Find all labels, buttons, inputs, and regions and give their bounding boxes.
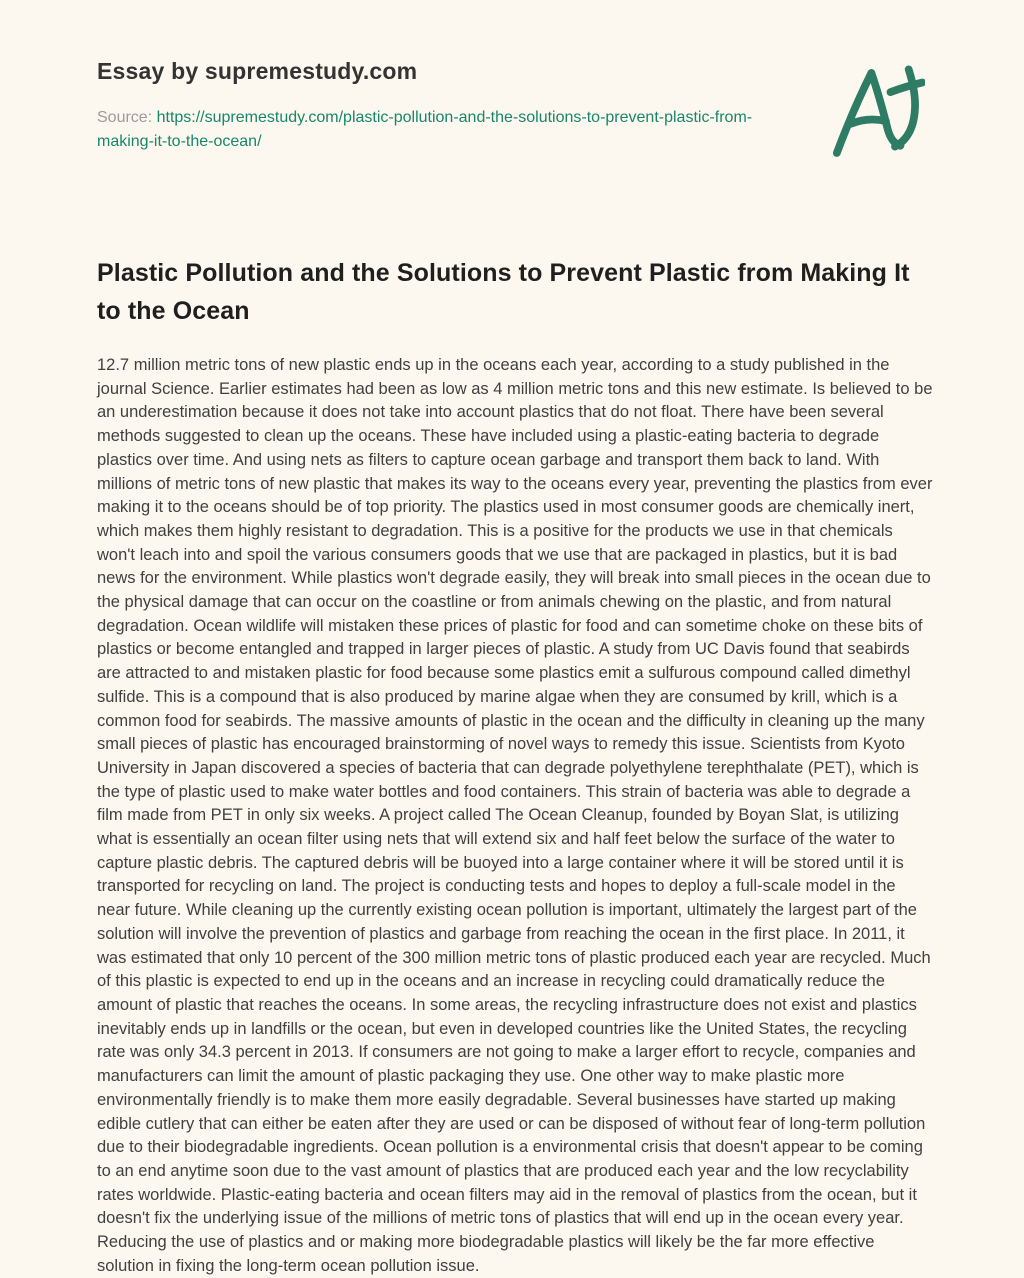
essay-title: Plastic Pollution and the Solutions to Prevent Plastic from Making It to the Ocean (97, 259, 910, 325)
site-header-title: Essay by supremestudy.com (97, 58, 418, 84)
a-plus-logo-icon (825, 62, 925, 164)
source-url-link[interactable]: https://supremestudy.com/plastic-pollution-and-the-solutions-to-prevent-plastic-from-making-it-to-the-ocean/ (97, 109, 753, 150)
page-header (97, 58, 927, 164)
header-text-block (97, 58, 787, 154)
supremestudy-logo (825, 62, 925, 164)
source-label: Source: (97, 109, 153, 126)
essay-content (97, 254, 933, 1278)
essay-body-text: 12.7 million metric tons of new plastic ends up in the oceans each year, according to a study published in the journal Science. Earlier estimates had been as low as 4 million metric tons and this new estimate. Is believed to be an underestimation because it does not take into account plastics that do not float. There have been several methods suggested to clean up the oceans. These have included using a plastic-eating bacteria to degrade plastics over time. And using nets as filters to capture ocean garbage and transport them back to land. With millions of metric tons of new plastic that makes its way to the oceans every year, preventing the plastics from ever making it to the oceans should be of top priority. The plastics used in most consumer goods are chemically inert, which makes them highly resistant to degradation. This is a positive for the products we use in that chemicals won't leach into and spoil the various consumers goods that we use that are packaged in plastics, but it is bad news for the environment. While plastics won't degrade easily, they will break into small pieces in the ocean due to the physical damage that can occur on the coastline or from animals chewing on the plastic, and from natural degradation. Ocean wildlife will mistaken these prices of plastic for food and can sometime choke on these bits of plastics or become entangled and trapped in larger pieces of plastic. A study from UC Davis found that seabirds are attracted to and mistaken plastic for food because some plastics emit a sulfurous compound called dimethyl sulfide. This is a compound that is also produced by marine algae when they are consumed by krill, which is a common food for seabirds. The massive amounts of plastic in the ocean and the difficulty in cleaning up the many small pieces of plastic has encouraged brainstorming of novel ways to remedy this issue. Scientists from Kyoto University in Japan discovered a species of bacteria that can degrade polyethylene terephthalate (PET), which is the type of plastic used to make water bottles and food containers. This strain of bacteria was able to degrade a film made from PET in only six weeks. A project called The Ocean Cleanup, founded by Boyan Slat, is utilizing what is essentially an ocean filter using nets that will extend six and half feet below the surface of the water to capture plastic debris. The captured debris will be buoyed into a large container where it will be stored until it is transported for recycling on land. The project is conducting tests and hopes to deploy a full-scale model in the near future. While cleaning up the currently existing ocean pollution is important, ultimately the largest part of the solution will involve the prevention of plastics and garbage from reaching the ocean in the first place. In 2011, it was estimated that only 10 percent of the 300 million metric tons of plastic produced each year are recycled. Much of this plastic is expected to end up in the oceans and an increase in recycling could dramatically reduce the amount of plastic that reaches the oceans. In some areas, the recycling infrastructure does not exist and plastics inevitably ends up in landfills or the ocean, but even in developed countries like the United States, the recycling rate was only 34.3 percent in 2013. If consumers are not going to make a larger effort to recycle, companies and manufacturers can limit the amount of plastic packaging they use. One other way to make plastic more environmentally friendly is to make them more easily degradable. Several businesses have started up making edible cutlery that can either be eaten after they are used or can be disposed of without fear of long-term pollution due to their biodegradable ingredients. Ocean pollution is a environmental crisis that doesn't appear to be coming to an end anytime soon due to the vast amount of plastics that are produced each year and the low recyclability rates worldwide. Plastic-eating bacteria and ocean filters may aid in the removal of plastics from the ocean, but it doesn't fix the underlying issue of the millions of metric tons of plastics that will end up in the ocean every year. Reducing the use of plastics and or making more biodegradable plastics will likely be the far more effective solution in fixing the long-term ocean pollution issue. (97, 356, 933, 1275)
source-line (97, 106, 787, 154)
